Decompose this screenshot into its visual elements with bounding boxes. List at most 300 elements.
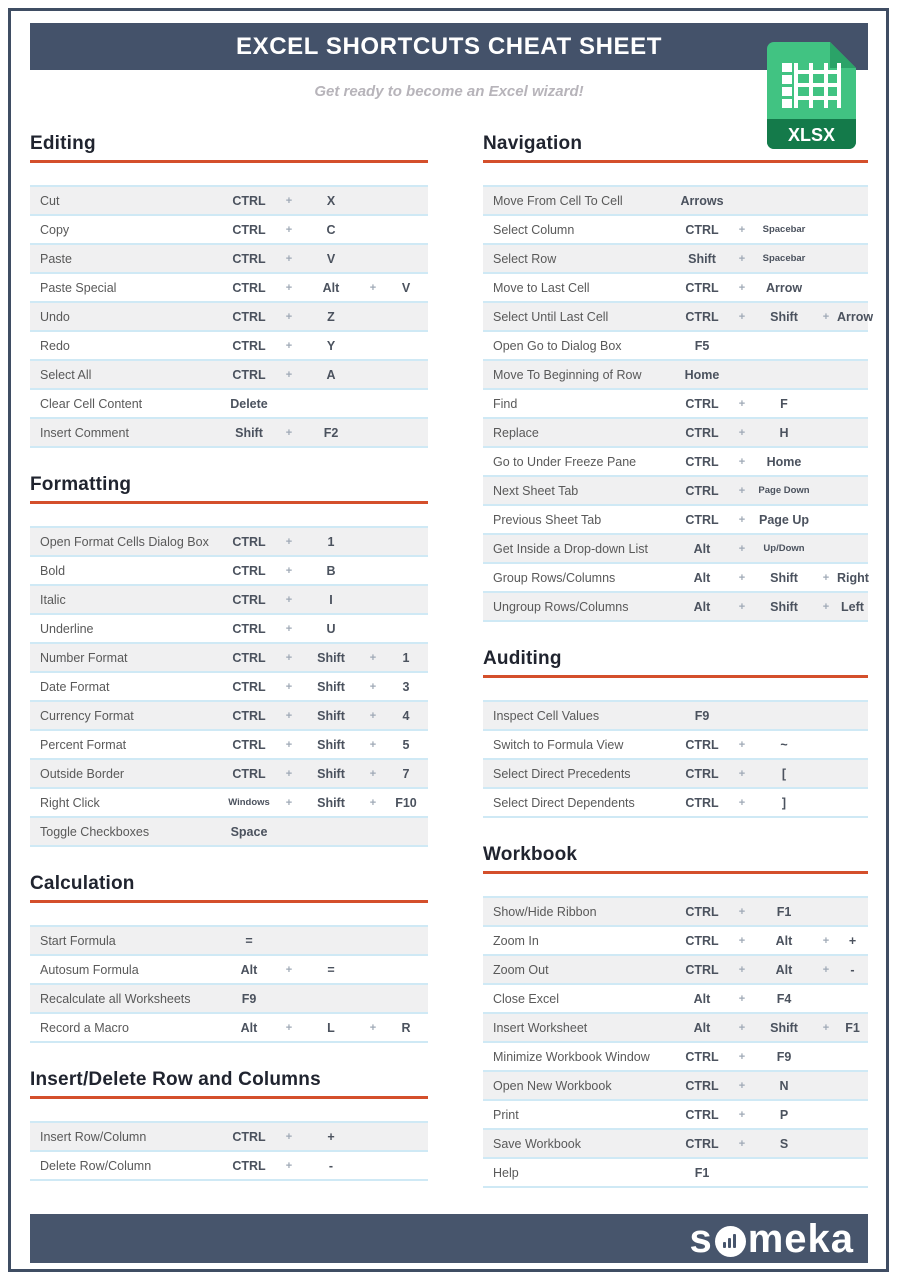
shortcut-label: Previous Sheet Tab <box>493 512 602 527</box>
shortcut-keys <box>220 310 428 324</box>
key-shift: Shift <box>317 679 345 694</box>
section-navigation <box>483 133 874 622</box>
shortcut-label: Go to Under Freeze Pane <box>493 454 637 469</box>
section-title: Workbook <box>483 844 868 874</box>
key-shift: Shift <box>317 708 345 723</box>
plus-separator: + <box>285 680 293 693</box>
shortcut-keys <box>220 709 428 723</box>
key-ctrl: CTRL <box>685 1078 719 1093</box>
plus-separator: + <box>285 310 293 323</box>
key-key: - <box>328 1158 334 1173</box>
shortcut-label: Zoom In <box>493 933 539 948</box>
shortcut-row <box>30 555 428 584</box>
plus-separator: + <box>369 680 377 693</box>
key-alt: Alt <box>693 541 711 556</box>
plus-separator: + <box>738 767 746 780</box>
key-alt: Alt <box>693 991 711 1006</box>
plus-separator: + <box>369 796 377 809</box>
shortcut-label: Save Workbook <box>493 1136 582 1151</box>
shortcut-keys <box>220 368 428 382</box>
shortcut-label: Bold <box>40 563 66 578</box>
shortcut-keys <box>673 767 868 781</box>
shortcut-label: Underline <box>40 621 94 636</box>
shortcut-keys <box>673 223 868 237</box>
key-f9: F9 <box>776 1049 792 1064</box>
plus-separator: + <box>738 1021 746 1034</box>
key-windows: Windows <box>228 797 270 808</box>
page-content <box>11 23 886 1281</box>
key-ctrl: CTRL <box>232 621 266 636</box>
shortcut-keys <box>220 252 428 266</box>
shortcut-row <box>483 1070 868 1099</box>
key-ctrl: CTRL <box>232 563 266 578</box>
key-shift: Shift <box>317 737 345 752</box>
shortcut-keys <box>673 1021 868 1035</box>
shortcut-keys <box>220 1021 428 1035</box>
shortcut-row <box>30 613 428 642</box>
shortcut-label: Select All <box>40 367 92 382</box>
key-arrow: Arrow <box>837 309 874 324</box>
key-c: C <box>326 222 336 237</box>
shortcut-row <box>30 1121 428 1150</box>
shortcut-columns <box>30 133 874 1188</box>
key-alt: Alt <box>693 1020 711 1035</box>
shortcut-row <box>483 272 868 301</box>
shortcut-label: Close Excel <box>493 991 559 1006</box>
section-editing <box>30 133 428 448</box>
key-z: Z <box>327 309 335 324</box>
key-arrow: Arrow <box>765 280 803 295</box>
shortcut-label: Number Format <box>40 650 128 665</box>
plus-separator: + <box>738 905 746 918</box>
key-f9: F9 <box>694 708 710 723</box>
shortcut-label: Switch to Formula View <box>493 737 624 752</box>
key-ctrl: CTRL <box>232 193 266 208</box>
shortcut-label: Delete Row/Column <box>40 1158 152 1173</box>
shortcut-keys <box>673 796 868 810</box>
key-f1: F1 <box>776 904 792 919</box>
shortcut-label: Insert Row/Column <box>40 1129 147 1144</box>
key-ctrl: CTRL <box>232 280 266 295</box>
plus-separator: + <box>738 455 746 468</box>
shortcut-row <box>30 301 428 330</box>
shortcut-row <box>30 925 428 954</box>
plus-separator: + <box>369 651 377 664</box>
shortcut-label: Zoom Out <box>493 962 549 977</box>
plus-separator: + <box>738 223 746 236</box>
left-column <box>30 133 428 1188</box>
shortcut-row <box>483 504 868 533</box>
shortcut-row <box>483 243 868 272</box>
key-shift: Shift <box>770 599 798 614</box>
shortcut-keys <box>673 281 868 295</box>
shortcut-table <box>30 185 428 448</box>
right-column <box>483 133 874 1188</box>
shortcut-row <box>30 671 428 700</box>
key-ctrl: CTRL <box>232 338 266 353</box>
key-y: Y <box>326 338 336 353</box>
shortcut-row <box>30 243 428 272</box>
shortcut-keys <box>220 1130 428 1144</box>
shortcut-row <box>483 758 868 787</box>
shortcut-row <box>483 1041 868 1070</box>
key-s: S <box>779 1136 789 1151</box>
plus-separator: + <box>822 310 830 323</box>
shortcut-row <box>30 214 428 243</box>
plus-separator: + <box>738 571 746 584</box>
plus-separator: + <box>738 542 746 555</box>
shortcut-label: Open Go to Dialog Box <box>493 338 622 353</box>
key-key: = <box>245 933 253 948</box>
plus-separator: + <box>285 281 293 294</box>
shortcut-label: Open New Workbook <box>493 1078 612 1093</box>
key-delete: Delete <box>230 396 268 411</box>
key-f1: F1 <box>694 1165 710 1180</box>
shortcut-label: Get Inside a Drop-down List <box>493 541 648 556</box>
shortcut-row <box>483 185 868 214</box>
shortcut-row <box>483 700 868 729</box>
plus-separator: + <box>285 194 293 207</box>
shortcut-row <box>483 1157 868 1186</box>
key-ctrl: CTRL <box>232 737 266 752</box>
shortcut-row <box>483 301 874 330</box>
shortcut-row <box>30 1012 428 1041</box>
shortcut-row <box>483 896 868 925</box>
plus-separator: + <box>285 535 293 548</box>
key-ctrl: CTRL <box>685 280 719 295</box>
shortcut-label: Redo <box>40 338 70 353</box>
shortcut-keys <box>220 397 428 411</box>
page-border <box>8 8 889 1272</box>
key-ctrl: CTRL <box>685 933 719 948</box>
key-spacebar: Spacebar <box>762 224 806 235</box>
key-shift: Shift <box>688 251 716 266</box>
key-ctrl: CTRL <box>232 367 266 382</box>
page-subtitle: Get ready to become an Excel wizard! <box>314 83 584 100</box>
shortcut-label: Select Until Last Cell <box>493 309 609 324</box>
section-workbook <box>483 844 868 1188</box>
shortcut-label: Insert Comment <box>40 425 129 440</box>
shortcut-row <box>30 816 428 845</box>
spreadsheet-icon <box>767 42 856 149</box>
shortcut-keys <box>220 796 428 810</box>
shortcut-row <box>483 1128 868 1157</box>
shortcut-keys <box>673 738 868 752</box>
key-ctrl: CTRL <box>232 650 266 665</box>
shortcut-label: Currency Format <box>40 708 134 723</box>
shortcut-keys <box>673 963 868 977</box>
page-title: EXCEL SHORTCUTS CHEAT SHEET <box>235 32 663 60</box>
shortcut-keys <box>673 1079 868 1093</box>
plus-separator: + <box>822 1021 830 1034</box>
plus-separator: + <box>285 709 293 722</box>
key-alt: Alt <box>775 933 793 948</box>
plus-separator: + <box>369 1021 377 1034</box>
shortcut-keys <box>673 905 868 919</box>
shortcut-keys <box>220 1159 428 1173</box>
shortcut-label: Inspect Cell Values <box>493 708 600 723</box>
shortcut-row <box>483 925 868 954</box>
shortcut-keys <box>673 992 868 1006</box>
shortcut-row <box>30 185 428 214</box>
plus-separator: + <box>285 767 293 780</box>
key-u: U <box>326 621 336 636</box>
section-insert-delete-row-and-columns <box>30 1069 428 1181</box>
shortcut-keys <box>220 680 428 694</box>
shortcut-label: Toggle Checkboxes <box>40 824 150 839</box>
shortcut-label: Italic <box>40 592 66 607</box>
shortcut-keys <box>673 1137 868 1151</box>
key-f10: F10 <box>395 795 417 810</box>
key-ctrl: CTRL <box>685 222 719 237</box>
key-ctrl: CTRL <box>232 222 266 237</box>
key-ctrl: CTRL <box>232 1158 266 1173</box>
shortcut-label: Outside Border <box>40 766 125 781</box>
key-key: - <box>850 962 855 977</box>
shortcut-keys <box>220 281 428 295</box>
shortcut-label: Select Column <box>493 222 575 237</box>
brand-prefix: s <box>689 1216 713 1261</box>
plus-separator: + <box>738 992 746 1005</box>
key-f5: F5 <box>694 338 710 353</box>
shortcut-row <box>483 417 868 446</box>
shortcut-label: Ungroup Rows/Columns <box>493 599 629 614</box>
shortcut-keys <box>673 934 868 948</box>
shortcut-row <box>483 729 868 758</box>
shortcut-table <box>483 700 868 818</box>
key-home: Home <box>766 454 802 469</box>
brand-chart-o-icon <box>715 1226 746 1257</box>
shortcut-keys <box>220 622 428 636</box>
key-ctrl: CTRL <box>685 1107 719 1122</box>
key-page-down: Page Down <box>758 485 810 496</box>
plus-separator: + <box>822 934 830 947</box>
shortcut-label: Show/Hide Ribbon <box>493 904 597 919</box>
key-ctrl: CTRL <box>232 766 266 781</box>
shortcut-label: Insert Worksheet <box>493 1020 588 1035</box>
shortcut-keys <box>673 339 868 353</box>
shortcut-row <box>30 983 428 1012</box>
key-ctrl: CTRL <box>685 904 719 919</box>
plus-separator: + <box>285 252 293 265</box>
plus-separator: + <box>738 397 746 410</box>
section-title: Formatting <box>30 474 428 504</box>
shortcut-row <box>30 954 428 983</box>
key-l: L <box>327 1020 335 1035</box>
key-spacebar: Spacebar <box>762 253 806 264</box>
plus-separator: + <box>738 1050 746 1063</box>
shortcut-label: Next Sheet Tab <box>493 483 579 498</box>
shortcut-keys <box>220 825 428 839</box>
shortcut-row <box>30 330 428 359</box>
key-arrows: Arrows <box>680 193 724 208</box>
key-ctrl: CTRL <box>685 1049 719 1064</box>
shortcut-label: Group Rows/Columns <box>493 570 616 585</box>
key-ctrl: CTRL <box>685 454 719 469</box>
shortcut-row <box>483 388 868 417</box>
shortcut-label: Right Click <box>40 795 100 810</box>
key-alt: Alt <box>240 1020 258 1035</box>
shortcut-label: Cut <box>40 193 60 208</box>
shortcut-label: Select Row <box>493 251 557 266</box>
shortcut-row <box>30 700 428 729</box>
shortcut-row <box>483 1012 868 1041</box>
plus-separator: + <box>738 934 746 947</box>
shortcut-label: Find <box>493 396 518 411</box>
shortcut-label: Copy <box>40 222 70 237</box>
section-title: Editing <box>30 133 428 163</box>
plus-separator: + <box>285 1159 293 1172</box>
key-ctrl: CTRL <box>232 708 266 723</box>
key-shift: Shift <box>317 766 345 781</box>
shortcut-label: Print <box>493 1107 519 1122</box>
shortcut-keys <box>673 709 868 723</box>
footer-bar <box>30 1214 868 1263</box>
shortcut-label: Move to Last Cell <box>493 280 590 295</box>
key-ctrl: CTRL <box>232 1129 266 1144</box>
shortcut-row <box>30 729 428 758</box>
plus-separator: + <box>285 738 293 751</box>
shortcut-label: Paste Special <box>40 280 117 295</box>
shortcut-keys <box>673 542 868 556</box>
shortcut-keys <box>673 600 868 614</box>
plus-separator: + <box>285 1130 293 1143</box>
shortcut-table <box>483 896 868 1188</box>
shortcut-label: Replace <box>493 425 539 440</box>
shortcut-keys <box>673 426 868 440</box>
shortcut-label: Open Format Cells Dialog Box <box>40 534 209 549</box>
section-title: Insert/Delete Row and Columns <box>30 1069 428 1099</box>
key-shift: Shift <box>317 795 345 810</box>
key-key: ] <box>781 795 787 810</box>
key-left: Left <box>841 599 864 614</box>
key-f1: F1 <box>845 1020 860 1035</box>
plus-separator: + <box>369 281 377 294</box>
plus-separator: + <box>738 281 746 294</box>
shortcut-label: Date Format <box>40 679 110 694</box>
plus-separator: + <box>369 709 377 722</box>
shortcut-row <box>30 787 428 816</box>
plus-separator: + <box>738 1079 746 1092</box>
shortcut-keys <box>673 397 868 411</box>
shortcut-keys <box>220 738 428 752</box>
key-f9: F9 <box>241 991 257 1006</box>
shortcut-keys <box>220 767 428 781</box>
shortcut-keys <box>673 194 868 208</box>
key-right: Right <box>837 570 869 585</box>
someka-logo <box>689 1216 854 1261</box>
key-a: A <box>326 367 336 382</box>
plus-separator: + <box>822 600 830 613</box>
key-h: H <box>779 425 789 440</box>
key-ctrl: CTRL <box>685 737 719 752</box>
shortcut-keys <box>220 535 428 549</box>
shortcut-row <box>483 562 868 591</box>
shortcut-row <box>483 533 868 562</box>
key-p: P <box>779 1107 789 1122</box>
plus-separator: + <box>285 963 293 976</box>
shortcut-row <box>30 584 428 613</box>
key-up-down: Up/Down <box>763 543 805 554</box>
key-f: F <box>780 396 788 411</box>
key-ctrl: CTRL <box>685 512 719 527</box>
plus-separator: + <box>738 738 746 751</box>
plus-separator: + <box>285 622 293 635</box>
shortcut-row <box>483 954 868 983</box>
key-4: 4 <box>402 708 410 723</box>
shortcut-keys <box>673 310 873 324</box>
shortcut-keys <box>673 1050 868 1064</box>
plus-separator: + <box>738 796 746 809</box>
plus-separator: + <box>369 767 377 780</box>
shortcut-row <box>483 359 868 388</box>
key-1: 1 <box>327 534 335 549</box>
plus-separator: + <box>285 223 293 236</box>
shortcut-label: Recalculate all Worksheets <box>40 991 191 1006</box>
shortcut-table <box>30 925 428 1043</box>
plus-separator: + <box>738 1137 746 1150</box>
key-ctrl: CTRL <box>685 309 719 324</box>
key-ctrl: CTRL <box>685 483 719 498</box>
shortcut-table <box>30 1121 428 1181</box>
key-f4: F4 <box>776 991 792 1006</box>
shortcut-keys <box>220 593 428 607</box>
key-b: B <box>326 563 336 578</box>
key-page-up: Page Up <box>758 512 809 527</box>
plus-separator: + <box>738 426 746 439</box>
plus-separator: + <box>738 1108 746 1121</box>
shortcut-label: Undo <box>40 309 70 324</box>
shortcut-row <box>30 417 428 446</box>
shortcut-label: Record a Macro <box>40 1020 129 1035</box>
shortcut-keys <box>673 484 868 498</box>
key-f2: F2 <box>323 425 339 440</box>
shortcut-row <box>30 359 428 388</box>
key-i: I <box>329 592 333 607</box>
plus-separator: + <box>738 963 746 976</box>
shortcut-label: Move To Beginning of Row <box>493 367 642 382</box>
shortcut-row <box>30 1150 428 1179</box>
shortcut-keys <box>220 426 428 440</box>
key-ctrl: CTRL <box>685 396 719 411</box>
shortcut-row <box>30 388 428 417</box>
plus-separator: + <box>738 484 746 497</box>
shortcut-keys <box>220 963 428 977</box>
shortcut-label: Autosum Formula <box>40 962 139 977</box>
shortcut-keys <box>220 223 428 237</box>
shortcut-row <box>483 330 868 359</box>
section-formatting <box>30 474 428 847</box>
key-ctrl: CTRL <box>685 962 719 977</box>
shortcut-keys <box>673 455 868 469</box>
key-5: 5 <box>402 737 410 752</box>
plus-separator: + <box>738 252 746 265</box>
shortcut-row <box>30 758 428 787</box>
plus-separator: + <box>285 651 293 664</box>
key-ctrl: CTRL <box>232 679 266 694</box>
shortcut-label: Help <box>493 1165 519 1180</box>
shortcut-keys <box>220 934 428 948</box>
shortcut-row <box>483 983 868 1012</box>
key-key: + <box>848 933 857 948</box>
key-ctrl: CTRL <box>685 425 719 440</box>
xlsx-file-icon <box>767 42 856 149</box>
key-shift: Shift <box>317 650 345 665</box>
plus-separator: + <box>822 963 830 976</box>
key-ctrl: CTRL <box>232 534 266 549</box>
key-v: V <box>401 280 411 295</box>
plus-separator: + <box>285 426 293 439</box>
